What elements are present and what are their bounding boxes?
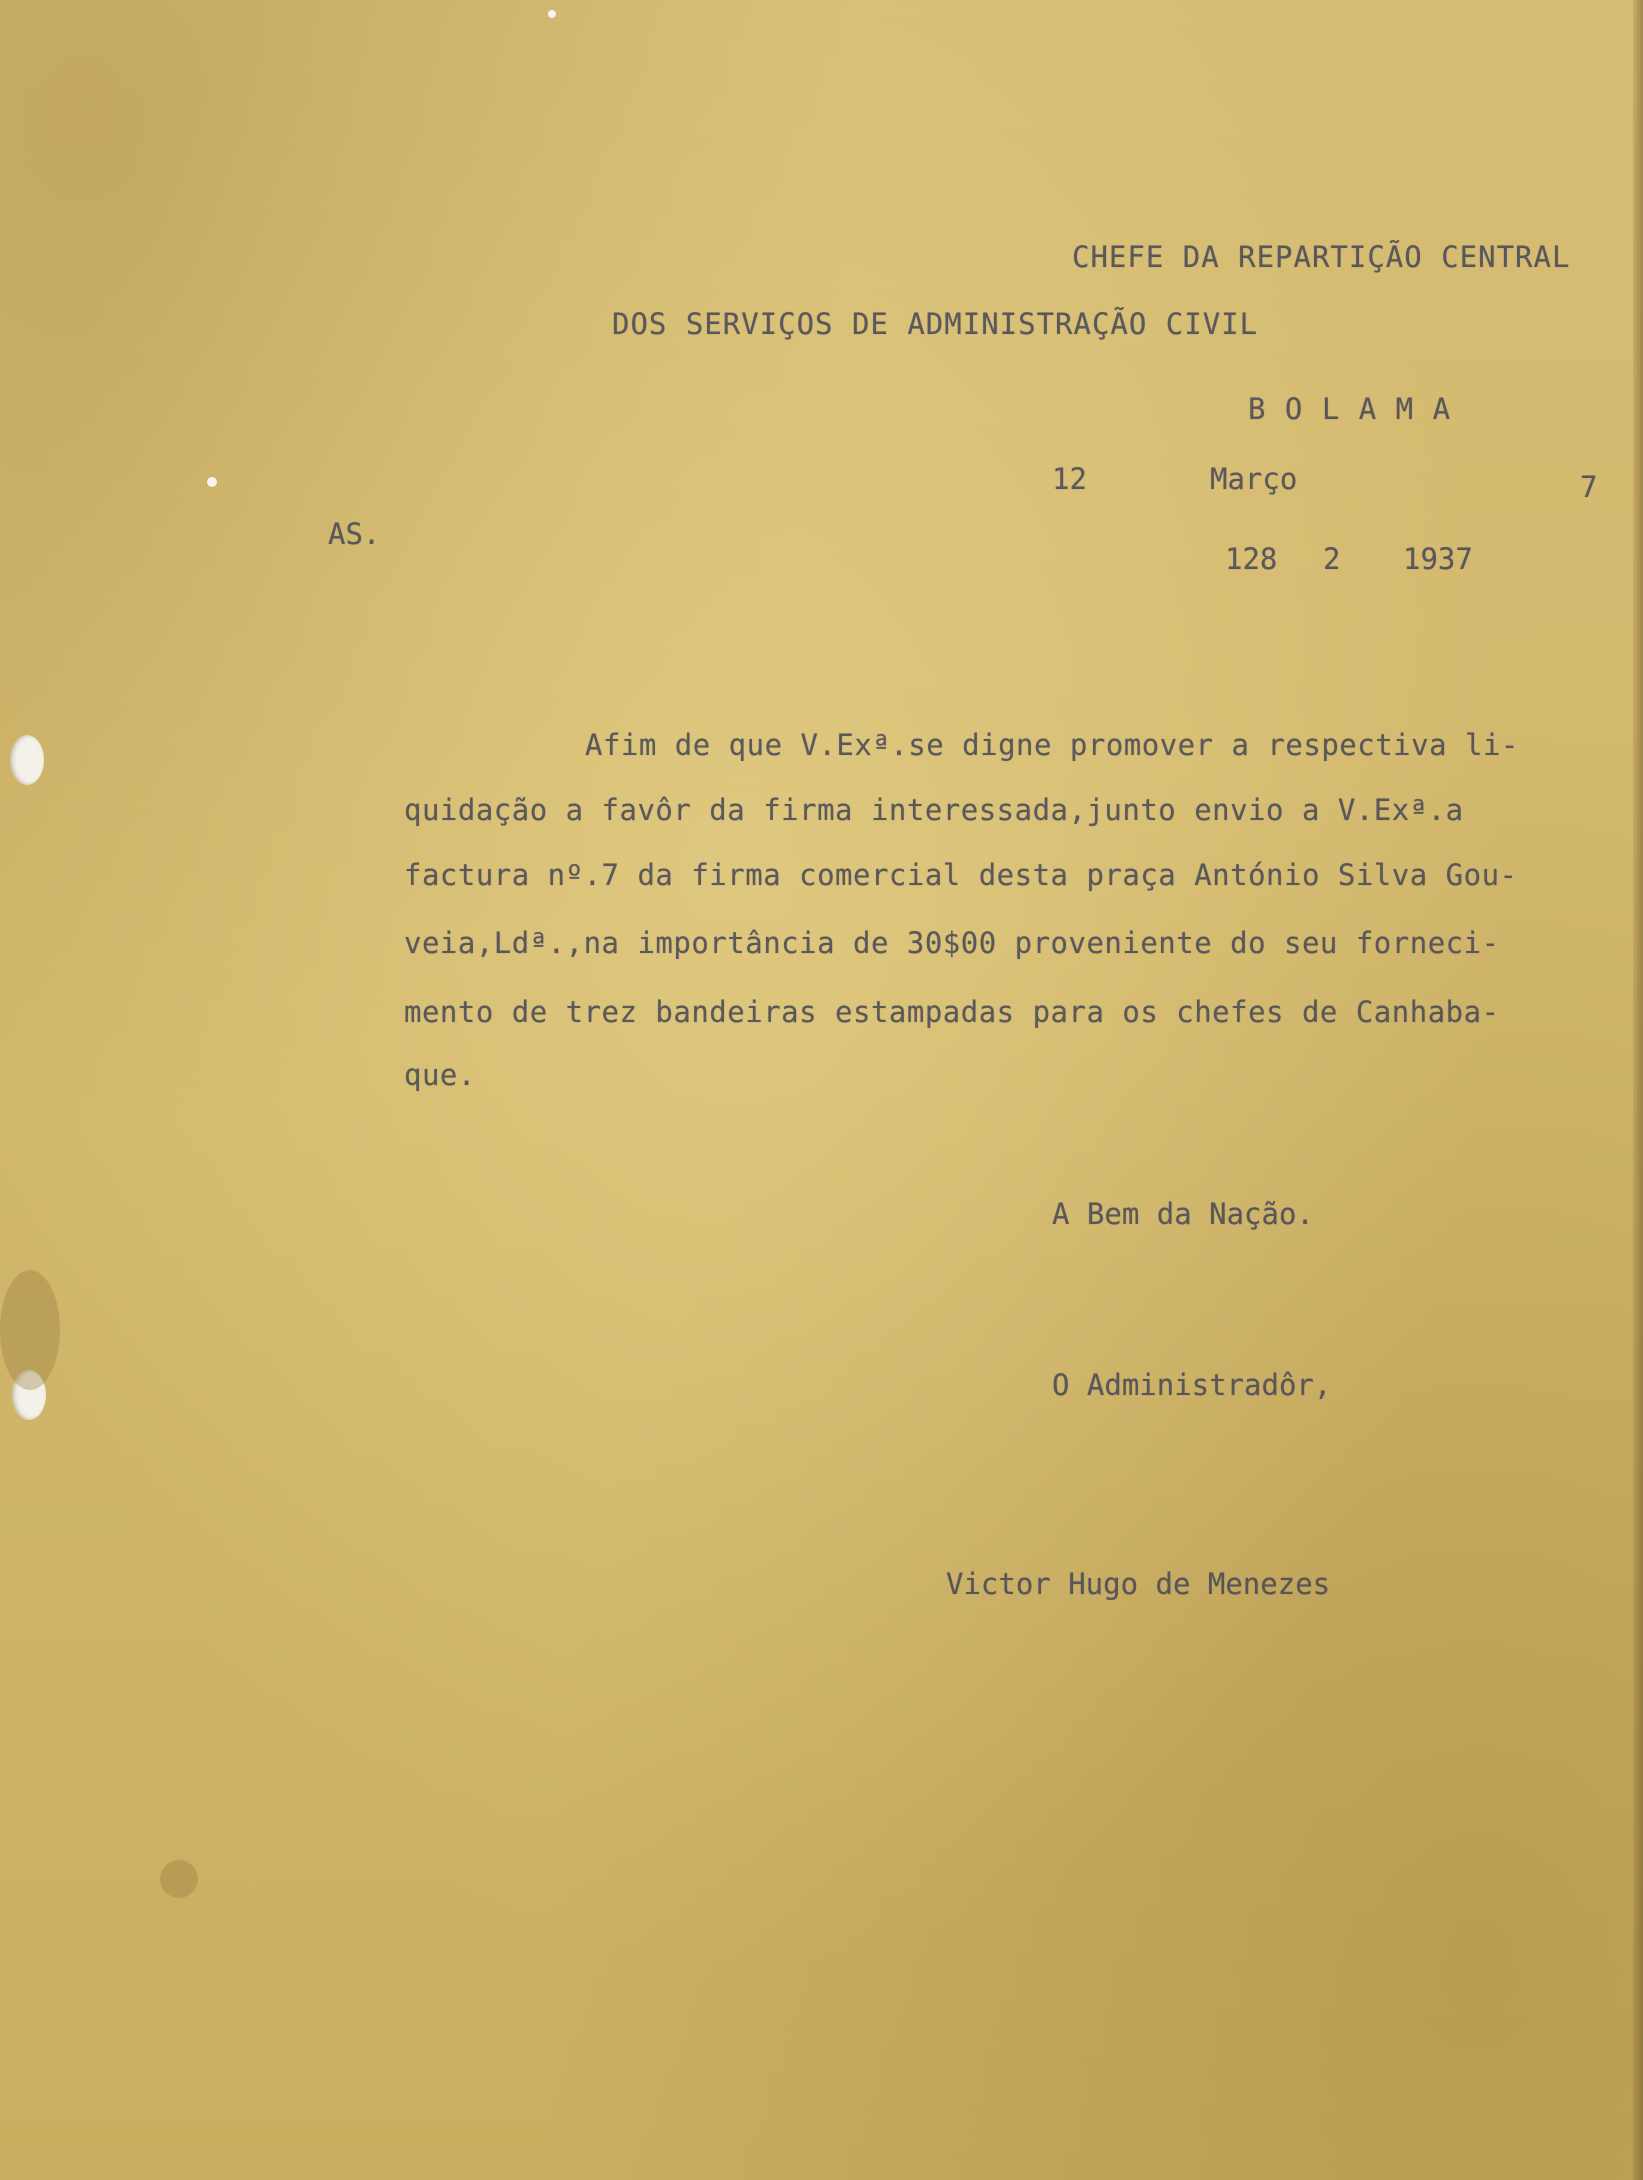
signatory-title: O Administradôr, [1052, 1368, 1332, 1402]
reference-number: 7 [1580, 470, 1598, 504]
paper-speck [548, 10, 556, 18]
addressee-line-2: DOS SERVIÇOS DE ADMINISTRAÇÃO CIVIL [612, 307, 1259, 341]
body-line-6: que. [404, 1058, 476, 1092]
body-line-5: mento de trez bandeiras estampadas para os chefes de Canhaba- [404, 995, 1500, 1029]
reference-section: 2 [1323, 542, 1341, 576]
body-line-1: Afim de que V.Exª.se digne promover a respectiva li- [585, 728, 1519, 762]
date-month: Março [1210, 462, 1298, 496]
typist-initials: AS. [328, 517, 381, 551]
reference-year: 1937 [1403, 542, 1473, 576]
body-line-2: quidação a favôr da firma interessada,junto envio a V.Exª.a [404, 793, 1464, 827]
paper-stain-spot [160, 1860, 198, 1898]
place-name: B O L A M A [1248, 392, 1452, 426]
punch-hole-top [10, 735, 44, 785]
body-line-3: factura nº.7 da firma comercial desta praça António Silva Gou- [404, 858, 1518, 892]
salutation: A Bem da Nação. [1052, 1197, 1314, 1231]
signatory-name: Victor Hugo de Menezes [946, 1567, 1331, 1601]
page-edge-shadow [1633, 0, 1643, 2180]
body-line-4: veia,Ldª.,na importância de 30$00 proveniente do seu forneci- [404, 926, 1500, 960]
reference-series: 128 [1225, 542, 1278, 576]
paper-stain [0, 1270, 60, 1390]
addressee-line-1: CHEFE DA REPARTIÇÃO CENTRAL [1072, 240, 1571, 274]
paper-speck [207, 477, 217, 487]
date-day: 12 [1052, 462, 1087, 496]
